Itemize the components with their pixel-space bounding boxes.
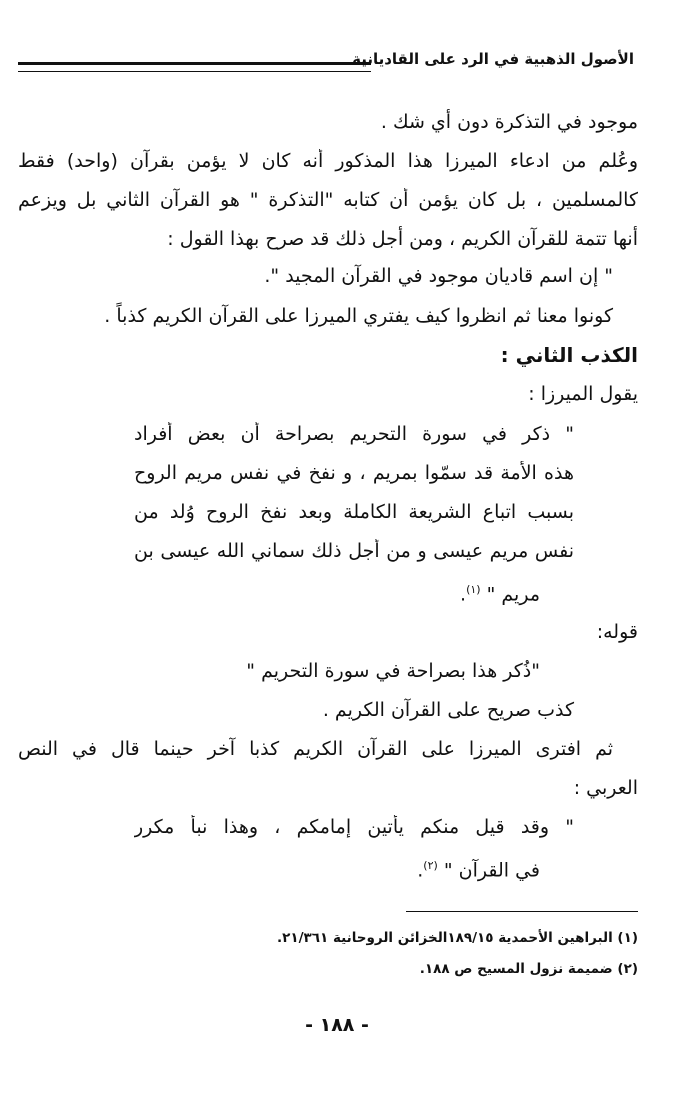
quote-line-2: هذه الأمة قد سمّوا بمريم ، و نفخ في نفس مريم الروح (134, 462, 574, 484)
section-heading: الكذب الثاني : (500, 343, 638, 367)
footnote-1: (١) البراهين الأحمدية ١٨٩/١٥الخزائن الروحانية ٢١/٣٦١. (276, 930, 638, 946)
quote-imam-line-1: " وقد قيل منكم يأتين إمامكم ، وهذا نبأٌ مكرر (134, 816, 574, 838)
body-line-2: وعُلم من ادعاء الميرزا هذا المذكور أنه كان لا يؤمن بقرآن (واحد) فقط (18, 150, 638, 172)
quote-imam-line-2-end: . (417, 859, 424, 882)
quote-qadian: " إن اسم قاديان موجود في القرآن المجيد ". (264, 265, 613, 287)
body-line-1: موجود في التذكرة دون أي شك . (380, 111, 638, 133)
body-line-3: كالمسلمين ، بل كان يؤمن أن كتابه "التذكرة " هو القرآن الثاني بل ويزعم (18, 189, 638, 211)
footnote-ref-2: (٢) (423, 859, 438, 872)
footnote-ref-1: (١) (466, 583, 481, 596)
footnote-separator (406, 911, 638, 912)
quote-imam-line-2-text: في القرآن " (443, 859, 540, 882)
quote-line-4: نفس مريم عيسى و من أجل ذلك سماني الله عيسى بن (134, 540, 574, 562)
body-line-arabic: العربي : (573, 777, 638, 799)
quote-line-3: بسبب اتباع الشريعة الكاملة وبعد نفخ الروح وُلد من (134, 501, 574, 523)
body-line-lie: كذب صريح على القرآن الكريم . (322, 699, 574, 721)
body-line-qawluhu: قوله: (596, 621, 638, 643)
body-line-4: أنها تتمة للقرآن الكريم ، ومن أجل ذلك قد صرح بهذا القول : (167, 228, 638, 250)
running-head-title: الأصول الذهبية في الرد على القاديانية (352, 50, 634, 68)
footnote-2: (٢) ضميمة نزول المسيح ص ١٨٨. (419, 961, 638, 977)
header-double-rule (18, 62, 371, 72)
quote-line-5-end: . (460, 583, 467, 606)
body-line-mirza-says: يقول الميرزا : (528, 383, 638, 405)
quote-imam-line-2 (417, 854, 540, 882)
quote-line-5-text: مريم " (486, 583, 540, 606)
page-number: - ١٨٨ - (305, 1014, 369, 1036)
quote-line-5 (460, 578, 540, 606)
body-line-6: كونوا معنا ثم انظروا كيف يفتري الميرزا على القرآن الكريم كذباً . (104, 305, 613, 327)
quote-line-1: " ذكر في سورة التحريم بصراحة أن بعض أفراد (134, 423, 574, 445)
quote-tahrim: "ذُكر هذا بصراحة في سورة التحريم " (246, 660, 540, 682)
body-line-another-lie: ثم افترى الميرزا على القرآن الكريم كذبا آخر حينما قال في النص (18, 738, 613, 760)
